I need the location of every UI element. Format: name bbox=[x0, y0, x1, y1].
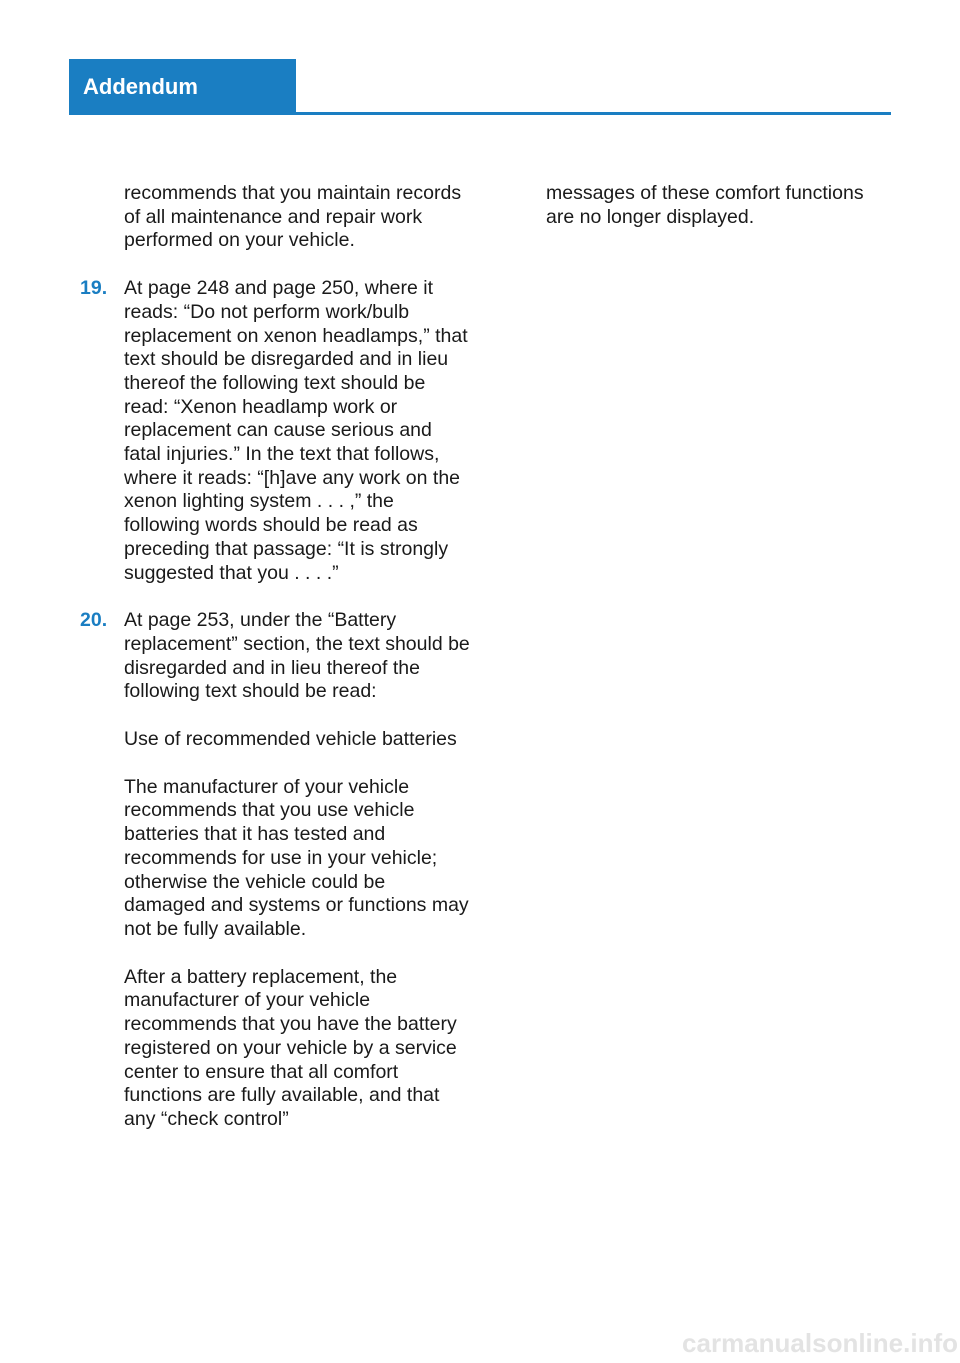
header-rule bbox=[69, 112, 891, 115]
item-text-20: At page 253, under the “Battery replacement” section, the text should be disregarded and in lieu thereof the following text should be read: bbox=[124, 609, 470, 703]
section-header-tab bbox=[69, 59, 296, 114]
right-column bbox=[546, 182, 886, 253]
intro-paragraph: recommends that you maintain records of all maintenance and repair work performed on your vehicle. bbox=[124, 182, 462, 252]
list-item-20 bbox=[80, 609, 470, 704]
left-column bbox=[80, 182, 470, 1156]
recommend-paragraph: The manufacturer of your vehicle recommends that you use vehicle batteries that it has tested and recommends for use in your vehicle; otherwise the vehicle could be damaged and systems or functions may not be fully available. bbox=[124, 775, 469, 940]
after-replacement-paragraph: After a battery replacement, the manufacturer of your vehicle recommends that you have the battery registered on your vehicle by a service center to ensure that all comfort functions are fully available, and that any “check control” bbox=[124, 965, 457, 1130]
footer-watermark: carmanualsonline.info bbox=[682, 1328, 958, 1358]
sub-heading: Use of recommended vehicle batteries bbox=[124, 728, 457, 751]
continuation-paragraph: messages of these comfort functions are no longer displayed. bbox=[546, 182, 864, 228]
list-item-19 bbox=[80, 277, 470, 585]
item-number-19: 19. bbox=[80, 277, 108, 300]
section-title: Addendum bbox=[83, 74, 198, 99]
item-number-20: 20. bbox=[80, 609, 108, 632]
item-text-19: At page 248 and page 250, where it reads: “Do not perform work/bulb replacement on xenon headlamps,” that text should be disregarded and in lieu thereof the following text should be read: “Xenon headlamp work or replacement can cause serious and fatal injuries.” In the text that follows, where it reads: “[h]ave any work on the xenon lighting system . . . ,” the following words should be read as preceding that passage: “It is strongly suggested that you . . . .” bbox=[124, 277, 468, 584]
